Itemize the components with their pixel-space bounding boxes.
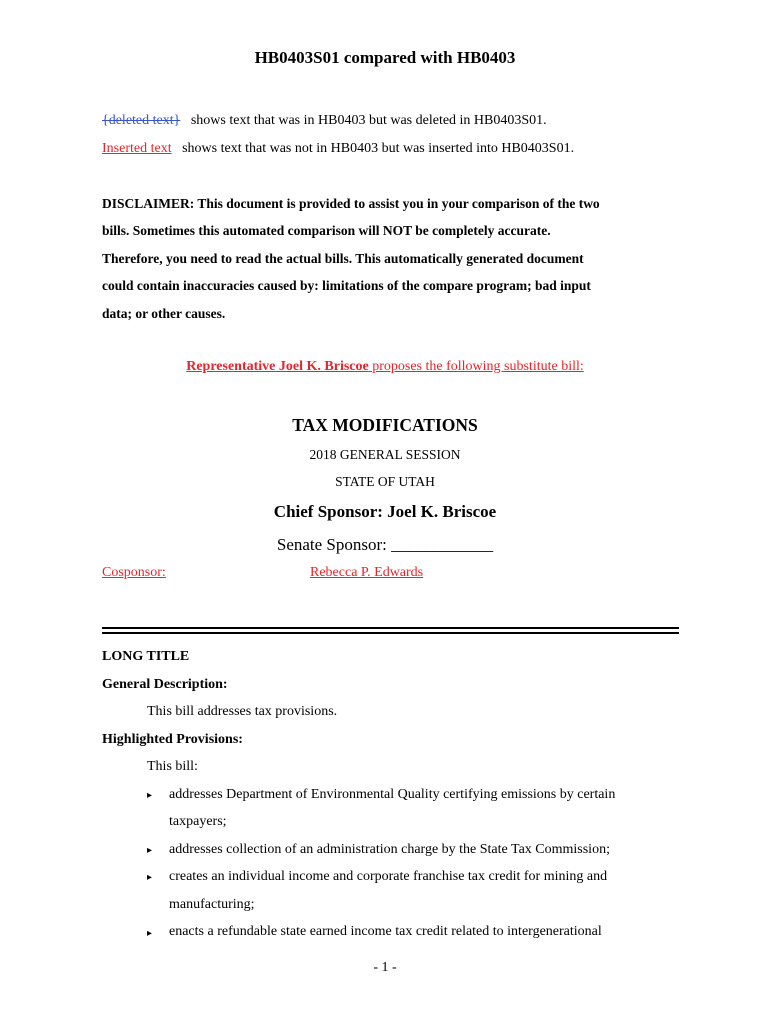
provision-item: creates an individual income and corporate franchise tax credit for mining and [169,869,608,884]
bill-title: TAX MODIFICATIONS [292,415,478,435]
document-title: HB0403S01 compared with HB0403 [254,48,516,67]
proposal-sponsor: Representative Joel K. Briscoe [186,359,369,374]
provision-item-continued: taxpayers; [169,814,227,829]
disclaimer-line-1: DISCLAIMER: This document is provided to assist you in your comparison of the two [102,196,600,211]
general-description-heading: General Description: [102,677,228,692]
proposal-rest: proposes the following substitute bill: [368,359,584,374]
provision-item: addresses Department of Environmental Quality certifying emissions by certain [169,787,616,802]
bullet-icon: ▸ [147,845,153,856]
proposal-line [0,359,770,375]
inserted-text-description: shows text that was not in HB0403 but was inserted into HB0403S01. [182,141,575,156]
chief-sponsor: Chief Sponsor: Joel K. Briscoe [273,502,497,521]
provision-item: enacts a refundable state earned income tax credit related to intergenerational [169,924,602,939]
cosponsor-name: Rebecca P. Edwards [310,565,424,580]
legend-deleted [102,113,547,129]
page-number: - 1 - [373,960,397,975]
deleted-text-sample: {deleted text} [102,113,181,128]
disclaimer-line-2: bills. Sometimes this automated comparison will NOT be completely accurate. [102,223,551,238]
senate-sponsor: Senate Sponsor: ____________ [276,535,494,554]
bullet-icon: ▸ [147,928,153,939]
provision-item: addresses collection of an administration charge by the State Tax Commission; [169,842,610,857]
general-description-text: This bill addresses tax provisions. [147,704,338,719]
cosponsor-label: Cosponsor: [102,565,166,580]
provisions-intro: This bill: [147,759,198,774]
deleted-text-description: shows text that was in HB0403 but was deleted in HB0403S01. [190,113,547,128]
highlighted-provisions-heading: Highlighted Provisions: [102,732,243,747]
long-title-heading: LONG TITLE [102,649,190,664]
bill-session: 2018 GENERAL SESSION [309,447,461,462]
disclaimer-line-4: could contain inaccuracies caused by: limitations of the compare program; bad input [102,278,591,293]
bullet-icon: ▸ [147,790,153,801]
bill-state: STATE OF UTAH [335,474,435,489]
disclaimer-line-5: data; or other causes. [102,306,226,321]
divider-rule-top [102,627,679,629]
divider-rule-bottom [102,632,679,634]
legend-inserted [102,141,574,157]
inserted-text-sample: Inserted text [102,141,172,156]
bullet-icon: ▸ [147,872,153,883]
disclaimer-line-3: Therefore, you need to read the actual bills. This automatically generated document [102,251,584,266]
provision-item-continued: manufacturing; [169,897,255,912]
